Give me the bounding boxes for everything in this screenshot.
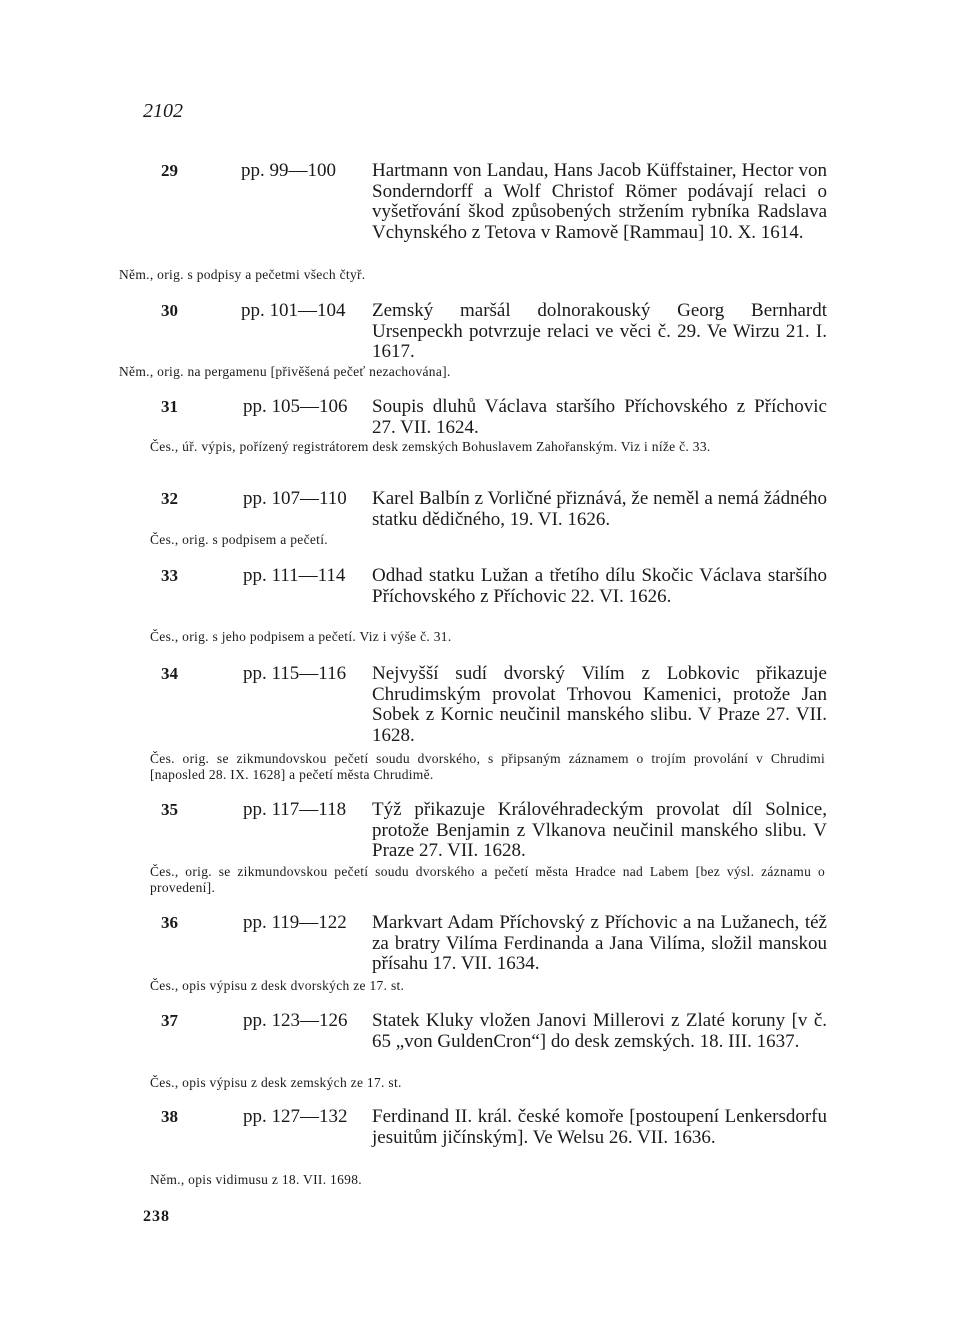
entry-text: Odhad statku Lužan a třetího dílu Skočic Václava staršího Příchovského z Příchovic 22. VI. 1626. [372, 565, 827, 607]
entry-note: Čes., orig. se zikmundovskou pečetí soudu dvorského a pečetí města Hradce nad Labem [bez výsl. záznamu o provedení]. [150, 864, 825, 895]
entry-note: Něm., orig. na pergamenu [přivěšená pečeť nezachována]. [119, 364, 451, 379]
entry-text: Ferdinand II. král. české komoře [postoupení Lenkersdorfu jesuitům jičínským]. Ve Welsu 26. VII. 1636. [372, 1106, 827, 1148]
entry-pages: pp. 105—106 [243, 396, 348, 417]
entry-note: Čes., opis výpisu z desk dvorských ze 17. st. [150, 978, 405, 993]
entry-pages: pp. 127—132 [243, 1106, 348, 1127]
entry-note: Čes., orig. s podpisem a pečetí. [150, 532, 328, 547]
entry-note: Čes., úř. výpis, pořízený registrátorem desk zemských Bohuslavem Zahořanským. Viz i níže č. 33. [150, 439, 711, 454]
entry-note: Čes., orig. s jeho podpisem a pečetí. Viz i výše č. 31. [150, 629, 452, 644]
entry-text: Statek Kluky vložen Janovi Millerovi z Zlaté koruny [v č. 65 „von GuldenCron“] do desk zemských. 18. III. 1637. [372, 1010, 827, 1052]
entry-pages: pp. 117—118 [243, 799, 347, 820]
entry-number: 33 [161, 566, 178, 585]
entry-pages: pp. 123—126 [243, 1010, 348, 1031]
entry-text: Karel Balbín z Vorličné přiznává, že neměl a nemá žádného statku dědičného, 19. VI. 1626. [372, 488, 827, 530]
entry-note: Něm., opis vidimusu z 18. VII. 1698. [150, 1172, 362, 1187]
entry-note: Čes., opis výpisu z desk zemských ze 17. st. [150, 1075, 402, 1090]
entry-pages: pp. 119—122 [243, 912, 347, 933]
entry-pages: pp. 101—104 [241, 300, 346, 321]
entry-text: Týž přikazuje Královéhradeckým provolat díl Solnice, protože Benjamin z Vlkanova neučinil manského slibu. V Praze 27. VII. 1628. [372, 799, 827, 862]
entry-text: Zemský maršál dolnorakouský Georg Bernhardt Ursenpeckh potvrzuje relaci ve věci č. 29. Ve Wirzu 21. I. 1617. [372, 300, 827, 363]
entry-text: Soupis dluhů Václava staršího Příchovského z Příchovic 27. VII. 1624. [372, 396, 827, 438]
entry-text: Hartmann von Landau, Hans Jacob Küffstainer, Hector von Sonderndorff a Wolf Christof Römer podávají relaci o vyšetřování škod způsobených stržením rybníka Radslava Vchynského z Tetova v Ramově [Rammau] 10. X. 1614. [372, 160, 827, 243]
entry-number: 30 [161, 301, 178, 320]
entry-text: Nejvyšší sudí dvorský Vilím z Lobkovic přikazuje Chrudimským provolat Trhovou Kamenici, protože Jan Sobek z Kornic neučinil manského slibu. V Praze 27. VII. 1628. [372, 663, 827, 746]
entry-number: 38 [161, 1107, 178, 1126]
entry-pages: pp. 107—110 [243, 488, 347, 509]
page-footer-number: 238 [143, 1208, 170, 1225]
entry-number: 37 [161, 1011, 178, 1030]
entry-text: Markvart Adam Příchovský z Příchovic a na Lužanech, též za bratry Vilíma Ferdinanda a Jana Vilíma, složil manskou přísahu 17. VII. 1634. [372, 912, 827, 975]
entry-number: 31 [161, 397, 178, 416]
entry-pages: pp. 115—116 [243, 663, 347, 684]
entry-number: 36 [161, 913, 178, 932]
entry-number: 35 [161, 800, 178, 819]
entry-number: 32 [161, 489, 178, 508]
entry-pages: pp. 111—114 [243, 565, 346, 586]
entry-number: 29 [161, 161, 178, 180]
entry-number: 34 [161, 664, 178, 683]
page-header-number: 2102 [143, 100, 183, 122]
entry-pages: pp. 99—100 [241, 160, 336, 181]
entry-note: Čes. orig. se zikmundovskou pečetí soudu dvorského, s připsaným záznamem o trojím provolání v Chrudimi [naposled 28. IX. 1628] a pečetí města Chrudimě. [150, 751, 825, 782]
entry-note: Něm., orig. s podpisy a pečetmi všech čtyř. [119, 267, 366, 282]
